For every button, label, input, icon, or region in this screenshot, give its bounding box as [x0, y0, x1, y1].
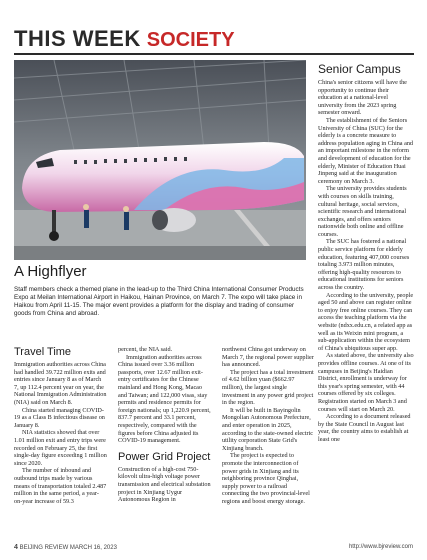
article-paragraph: According to the university, people aged 50 and above can register online to enjoy free online courses. They can access the teaching platform via the website (ndxx.edu.cn, a related app as well as its Weixin mini program, a sub-application within the ecosystem of China's ubiquitous super app. [318, 291, 414, 352]
page-header [14, 26, 414, 52]
page-footer [14, 544, 117, 551]
travel-time-article [14, 346, 107, 505]
senior-campus-title: Senior Campus [318, 62, 401, 76]
article-paragraph: According to a document released by the State Council in August last year, the country aims to establish at least one [318, 413, 411, 443]
article-paragraph: As stated above, the university also provides offline courses. At one of its campuses in Beijing's Haidian District, enrollment is underway for this year's spring semester, with 44 courses offered by six colleges. Registration started on March 3 and courses will start on March 20. [318, 352, 414, 413]
page-number: 4 [14, 544, 18, 551]
article-paragraph: The establishment of the Seniors University of China (SUC) for the elderly is a concrete measure to address population aging in China and an important milestone in the reform and development of education for the elderly, Minister of Education Huai Jinpeng said at the inauguration ceremony on March 3. [318, 116, 414, 185]
header-section: SOCIETY [146, 29, 235, 51]
article-paragraph: northwest China got underway on March 7, the regional power supplier has announced. [222, 346, 314, 369]
header-rule [14, 53, 414, 55]
article-paragraph: China started managing COVID-19 as a Class B infectious disease on January 8. [14, 406, 105, 429]
article-paragraph: Immigration authorities across China had handled 39.722 million exits and entries since January 8 as of March 7, up 112.4 percent year on year, the National Immigration Administration (NIA) said on March 8. [14, 361, 107, 406]
publication-line: BEIJING REVIEW MARCH 16, 2023 [19, 545, 117, 551]
article-paragraph: The SUC has fostered a national public service platform for elderly education, featuring 407,000 courses totaling 3.973 million minutes, offering high-quality resources to educational institutions for seniors across the country. [318, 238, 410, 292]
travel-time-title: Travel Time [14, 346, 72, 358]
plane-photo [14, 60, 306, 260]
senior-campus-article [318, 62, 414, 444]
middle-column [118, 346, 211, 504]
article-paragraph: NIA statistics showed that over 1.01 million exit and entry trips were recorded on February 25, the first single-day figure exceeding 1 million since 2020. [14, 429, 107, 467]
photo-caption-title: A Highflyer [14, 263, 87, 280]
article-paragraph: The project has a total investment of 4.62 billion yuan ($662.97 million), the largest single investment in any power grid project in the region. [222, 368, 314, 407]
article-paragraph: Immigration authorities across China issued over 3.36 million passports, over 12.67 million exit-entry certificates for the Chinese mainland and Hong Kong, Macao and Taiwan; and 122,000 visas, stay permits and residence permits for foreign nationals; up 1,220.9 percent, 837.7 percent and 33.1 percent, respectively, compared with the figures before China adjusted its COVID-19 management. [118, 353, 211, 445]
article-paragraph: Construction of a high-cost 750-kilovolt ultra-high voltage power transmission and electrical substation project in Xinjiang Uygur Autonomous Region in [118, 465, 211, 504]
photo-caption: Staff members check a themed plane in the lead-up to the Third China International Consumer Products Expo at Meilan International Airport in Haikou, Hainan Province, on March 7. The expo will take place in Haikou from April 11-15. The major event provides a platform for the display and trading of consumer goods from China and abroad. [14, 286, 304, 317]
header-title: THIS WEEK [14, 26, 141, 51]
article-paragraph: The number of inbound and outbound trips made by various means of transportation totaled 2.487 million in the same period, a year-on-year increase of 59.3 [14, 467, 107, 505]
footer-url[interactable]: http://www.bjreview.com [348, 544, 413, 550]
article-paragraph: percent, the NIA said. [118, 346, 173, 353]
article-paragraph: China's senior citizens will have the opportunity to continue their education at a national-level university from the 2023 spring semester onward. [318, 79, 407, 117]
power-grid-continued [222, 346, 315, 505]
article-paragraph: It will be built in Bayingolin Mongolian Autonomous Prefecture, and enter operation in 2025, according to the state-owned electric utility corporation State Grid's Xinjiang branch. [222, 406, 314, 452]
article-paragraph: The university provides students with courses on skills training, cultural heritage, social services, scientific research and international exchanges, and offers seniors nationwide both online and offline courses. [318, 185, 407, 238]
power-grid-title: Power Grid Project [118, 450, 211, 463]
article-paragraph: The project is expected to promote the interconnection of power grids in Xinjiang and its neighboring province Qinghai, supply power to a railroad connecting the two provincial-level regions and boost energy storage. [222, 452, 310, 505]
